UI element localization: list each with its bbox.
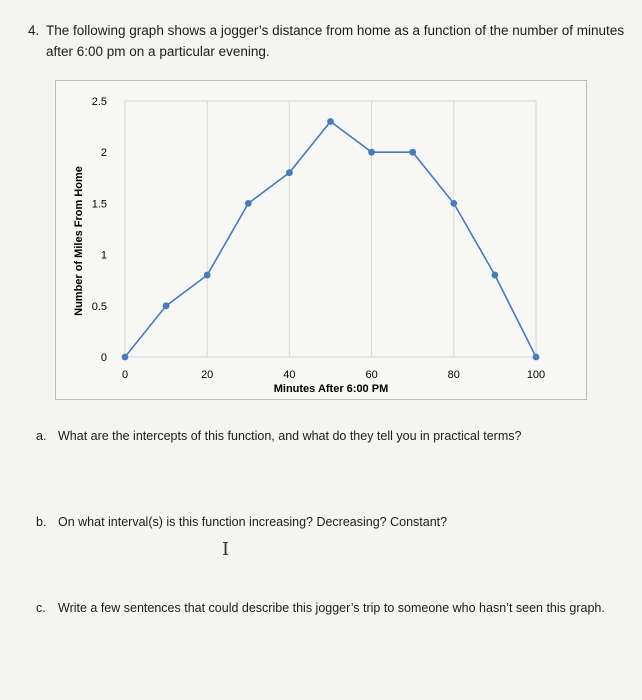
y-tick-label: 1 xyxy=(100,249,107,262)
question-number: 4. xyxy=(28,23,40,38)
chart-frame xyxy=(55,80,587,400)
subquestion-b-letter: b. xyxy=(36,515,47,529)
y-tick-label: 2 xyxy=(100,147,107,160)
data-point xyxy=(327,118,334,125)
data-point xyxy=(122,354,129,361)
data-point xyxy=(450,200,457,207)
x-tick-label: 80 xyxy=(447,369,460,381)
line-chart xyxy=(56,81,586,399)
question-text: The following graph shows a jogger’s distance from home as a function of the number of minutes after 6:00 pm on a particular evening. xyxy=(46,23,625,59)
x-tick-label: 60 xyxy=(365,369,378,381)
series-line xyxy=(125,121,536,357)
y-axis-label: Number of Miles From Home xyxy=(73,166,85,316)
x-tick-label: 20 xyxy=(201,369,214,381)
x-axis-label: Minutes After 6:00 PM xyxy=(273,383,389,395)
data-point xyxy=(245,200,252,207)
text-cursor-icon: I xyxy=(222,539,230,560)
data-point xyxy=(204,272,211,279)
data-point xyxy=(409,149,416,156)
y-tick-label: 0.5 xyxy=(91,300,107,313)
y-tick-label: 1.5 xyxy=(91,198,107,211)
subquestion-a-letter: a. xyxy=(36,429,47,443)
data-point xyxy=(163,302,170,309)
data-point xyxy=(368,149,375,156)
subquestion-c-text: Write a few sentences that could describe this jogger’s trip to someone who hasn’t seen this graph. xyxy=(58,601,605,615)
subquestion-b-text: On what interval(s) is this function increasing? Decreasing? Constant? xyxy=(58,515,448,529)
y-tick-label: 2.5 xyxy=(91,96,107,108)
subquestion-a xyxy=(36,427,521,445)
data-point xyxy=(533,354,540,361)
y-tick-label: 0 xyxy=(100,352,107,364)
subquestion-a-text: What are the intercepts of this function, and what do they tell you in practical terms? xyxy=(58,429,522,443)
question-4 xyxy=(28,20,628,62)
x-tick-label: 100 xyxy=(526,369,546,381)
subquestion-b xyxy=(36,513,447,531)
x-tick-label: 0 xyxy=(121,369,129,381)
data-point xyxy=(492,272,499,279)
subquestion-c-letter: c. xyxy=(36,601,46,615)
x-tick-label: 40 xyxy=(283,369,296,381)
subquestion-c xyxy=(36,599,605,617)
data-point xyxy=(286,169,293,176)
